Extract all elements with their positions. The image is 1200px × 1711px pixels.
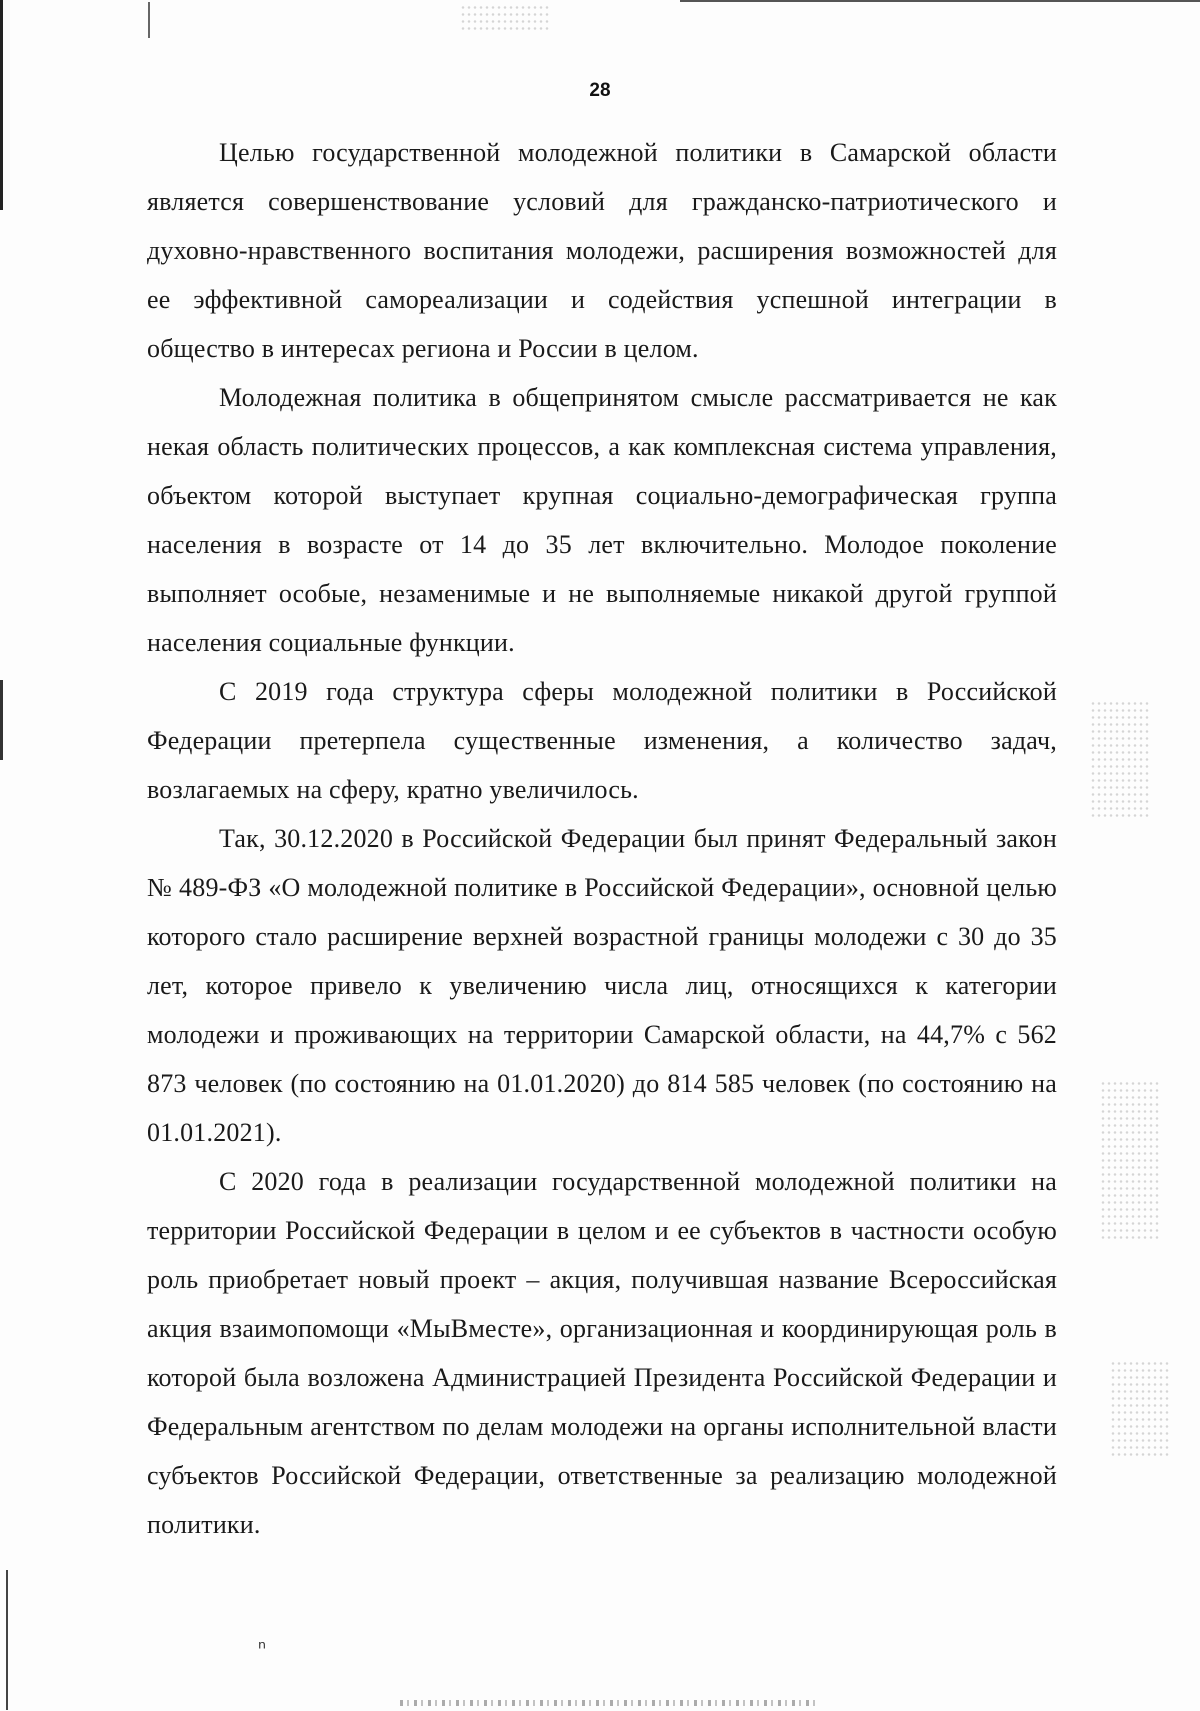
scan-bottom-noise — [400, 1700, 820, 1706]
page-number: 28 — [589, 80, 611, 101]
scan-edge-mark — [0, 680, 3, 760]
scan-noise — [1110, 1360, 1170, 1460]
scan-noise — [1090, 700, 1150, 820]
paragraph: С 2020 года в реализации государственной молодежной политики на территории Российской Федерации в целом и ее субъектов в частности особую роль приобретает новый проект – акция, получившая название Всероссийская акция взаимопомощи «МыВместе», организационная и координирующая роль в которой была возложена Администрацией Президента Российской Федерации и Федеральным агентством по делам молодежи на органы исполнительной власти субъектов Российской Федерации, ответственные за реализацию молодежной политики. — [147, 1167, 1057, 1539]
scan-edge-mark — [6, 1570, 8, 1710]
scan-top-rule — [680, 0, 1200, 2]
scan-speck: ⁿ — [258, 1636, 266, 1660]
scan-noise — [460, 4, 550, 30]
paragraph: С 2019 года структура сферы молодежной политики в Российской Федерации претерпела существенные изменения, а количество задач, возлагаемых на сферу, кратно увеличилось. — [147, 677, 1057, 804]
paragraph: Молодежная политика в общепринятом смысле рассматривается не как некая область политических процессов, а как комплексная система управления, объектом которой выступает крупная социально-демографическая группа населения в возрасте от 14 до 35 лет включительно. Молодое поколение выполняет особые, незаменимые и не выполняемые никакой другой группой населения социальные функции. — [147, 383, 1057, 657]
paragraph: Целью государственной молодежной политики в Самарской области является совершенствование условий для гражданско-патриотического и духовно-нравственного воспитания молодежи, расширения возможностей для ее эффективной самореализации и содействия успешной интеграции в общество в интересах региона и России в целом. — [147, 138, 1057, 363]
document-body — [147, 128, 1057, 1549]
scan-edge-mark — [148, 2, 150, 38]
scan-edge-mark — [0, 0, 3, 210]
paragraph: Так, 30.12.2020 в Российской Федерации был принят Федеральный закон № 489-ФЗ «О молодежной политике в Российской Федерации», основной целью которого стало расширение верхней возрастной границы молодежи с 30 до 35 лет, которое привело к увеличению числа лиц, относящихся к категории молодежи и проживающих на территории Самарской области, на 44,7% с 562 873 человек (по состоянию на 01.01.2020) до 814 585 человек (по состоянию на 01.01.2021). — [147, 824, 1057, 1147]
scan-noise — [1100, 1080, 1160, 1240]
